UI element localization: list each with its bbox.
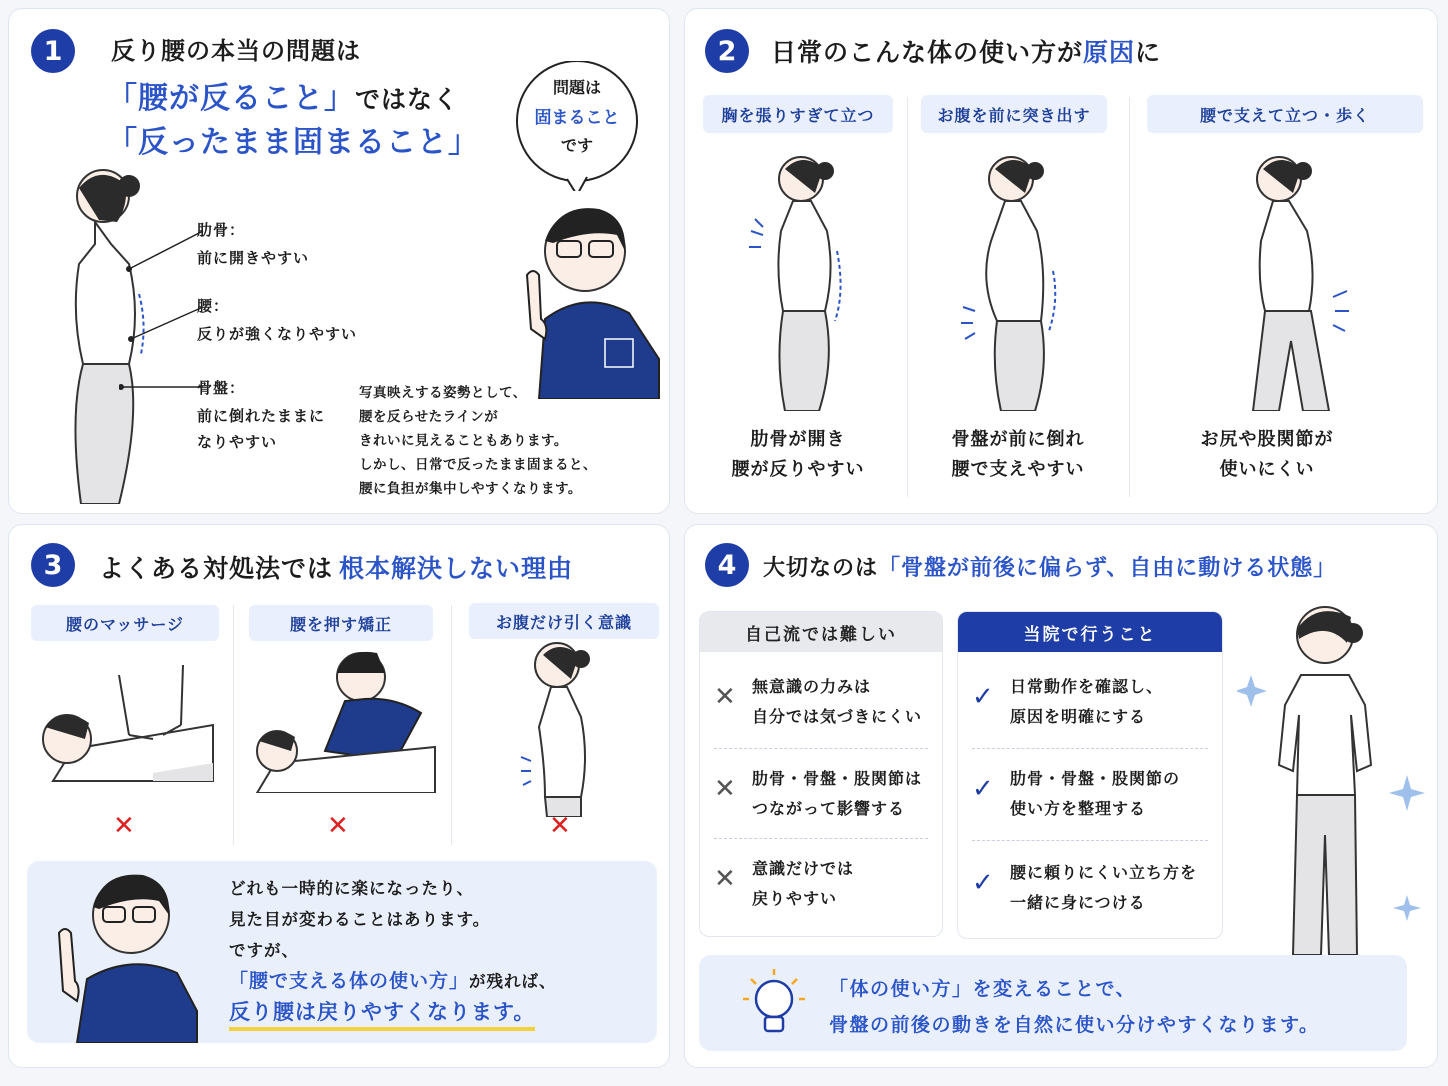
massage-illustration [33, 665, 223, 785]
bubble-line-highlight: 固まること [534, 108, 620, 128]
doctor-illustration [509, 189, 669, 399]
label-pointer-lines [119, 219, 209, 399]
list-item-text: 意識だけでは 戻りやすい [752, 859, 855, 908]
list-item [972, 662, 1208, 752]
list-item-text: 肋骨・骨盤・股関節は つながって影響する [752, 769, 923, 818]
woman-walking-illustration [1233, 151, 1353, 411]
label-lowerback-head: 腰： [197, 297, 230, 315]
list-item [972, 848, 1208, 938]
note-line: きれいに見えることもあります。 [359, 433, 568, 449]
check-icon: ✓ [972, 682, 994, 712]
treatment-tag-adjustment: 腰を押す矯正 [249, 605, 433, 641]
explanation-text [229, 873, 557, 1031]
caption-line: 腰が反りやすい [731, 459, 865, 480]
title-highlight: 原因 [1083, 38, 1136, 67]
explanation-line: どれも一時的に楽になったり、 [229, 879, 474, 898]
explanation-rest: が残れば、 [469, 972, 557, 991]
woman-belly-forward-illustration [961, 151, 1071, 411]
doctor-illustration [37, 861, 207, 1043]
summary-text [829, 971, 1319, 1043]
step-number-badge: 4 [705, 543, 749, 587]
explanation-conclusion: 反り腰は戻りやすくなります。 [229, 997, 535, 1031]
list-item [714, 754, 928, 844]
woman-abs-illustration [519, 637, 609, 817]
note-line: しかし、日常で反ったまま固まると、 [359, 457, 597, 473]
title-plain: 大切なのは [763, 556, 879, 581]
label-pelvis-body2: なりやすい [197, 433, 278, 451]
caption-line: 肋骨が開き [750, 429, 846, 450]
caption-line: 骨盤が前に倒れ [951, 429, 1085, 450]
woman-standing-illustration [1237, 595, 1427, 955]
habit-tag-lowerback: 腰で支えて立つ・歩く [1147, 95, 1423, 133]
title-highlight: 「骨盤が前後に偏らず、自由に動ける状態」 [878, 556, 1337, 581]
cross-icon: ✕ [714, 774, 736, 804]
check-icon: ✓ [972, 774, 994, 804]
bubble-line: 問題は [552, 78, 601, 97]
panel-title: 反り腰の本当の問題は [111, 37, 361, 65]
explanation-highlight: 「腰で支える体の使い方」 [229, 970, 470, 992]
title-rest: ではなく [355, 85, 460, 114]
treatment-tag-massage: 腰のマッサージ [31, 605, 219, 641]
list-item [714, 844, 928, 934]
step-number-badge: 1 [31, 29, 75, 73]
list-item [972, 754, 1208, 844]
habit-caption [913, 425, 1123, 485]
column-divider [1129, 97, 1130, 497]
panel-title [771, 33, 1161, 69]
explanation-line: ですが、 [229, 941, 299, 960]
panel-daily-habits [684, 8, 1438, 514]
summary-highlight: 「体の使い方」 [829, 978, 973, 1000]
column-divider [233, 605, 234, 845]
step-number-badge: 3 [31, 543, 75, 587]
habit-tag-belly: お腹を前に突き出す [921, 95, 1107, 133]
cross-icon: ✕ [327, 811, 349, 841]
self-method-header: 自己流では難しい [700, 612, 942, 652]
note-line: 写真映えする姿勢として、 [359, 385, 527, 401]
habit-tag-chest: 胸を張りすぎて立つ [703, 95, 893, 133]
bubble-line: です [560, 136, 593, 155]
clinic-method-box [957, 611, 1223, 939]
title-plain: 日常のこんな体の使い方が [771, 38, 1084, 67]
column-divider [451, 605, 452, 845]
list-item-text: 肋骨・骨盤・股関節の 使い方を整理する [1010, 769, 1181, 818]
explanation-line: 見た目が変わることはあります。 [229, 910, 491, 929]
list-item-text: 腰に頼りにくい立ち方を 一緒に身につける [1010, 863, 1198, 912]
panel-title-line3: 「反ったまま固まること」 [107, 125, 479, 160]
summary-box [699, 955, 1407, 1051]
caption-line: 腰で支えやすい [951, 459, 1085, 480]
panel-posture-problem [8, 8, 670, 514]
label-pelvis-body: 前に倒れたままに [197, 407, 326, 425]
panel-title [763, 551, 1336, 582]
divider [972, 748, 1208, 749]
title-end: に [1135, 38, 1162, 67]
label-pelvis-head: 骨盤： [197, 379, 246, 397]
cross-icon: ✕ [549, 811, 571, 841]
self-method-box [699, 611, 943, 937]
lightbulb-icon [739, 965, 809, 1043]
cross-icon: ✕ [113, 811, 135, 841]
divider [972, 840, 1208, 841]
cross-icon: ✕ [714, 864, 736, 894]
habit-caption [695, 425, 901, 485]
label-ribs-head: 肋骨： [197, 221, 246, 239]
clinic-method-header: 当院で行うこと [958, 612, 1222, 652]
treatment-tag-abs: お腹だけ引く意識 [469, 603, 659, 639]
habit-caption [1147, 425, 1387, 485]
list-item [714, 662, 928, 752]
panel-title-line2 [107, 73, 459, 117]
list-item-text: 日常動作を確認し、 原因を明確にする [1010, 677, 1164, 726]
label-ribs-body: 前に開きやすい [197, 249, 310, 267]
caption-line: 使いにくい [1219, 459, 1315, 480]
label-lowerback-body: 反りが強くなりやすい [197, 325, 358, 343]
list-item-text: 無意識の力みは 自分では気づきにくい [752, 677, 923, 726]
divider [714, 838, 928, 839]
caption-line: お尻や股関節が [1200, 429, 1334, 450]
cross-icon: ✕ [714, 682, 736, 712]
explanation-box [27, 861, 657, 1043]
note-line: 腰を反らせたラインが [359, 409, 499, 425]
woman-chest-out-illustration [745, 151, 855, 411]
note-text [359, 381, 597, 501]
title-highlight: 根本解決しない理由 [339, 554, 574, 583]
note-line: 腰に負担が集中しやすくなります。 [359, 481, 582, 497]
panel-common-treatments [8, 524, 670, 1068]
title-plain: よくある対処法では [99, 554, 334, 583]
panel-key-point [684, 524, 1438, 1068]
panel-title [99, 549, 573, 585]
divider [714, 748, 928, 749]
title-highlight: 「腰が反ること」 [107, 81, 355, 116]
column-divider [907, 97, 908, 497]
step-number-badge: 2 [705, 29, 749, 73]
check-icon: ✓ [972, 868, 994, 898]
adjustment-illustration [245, 643, 445, 793]
summary-rest: を変えることで、 [972, 978, 1137, 1000]
summary-line: 骨盤の前後の動きを自然に使い分けやすくなります。 [829, 1014, 1320, 1036]
